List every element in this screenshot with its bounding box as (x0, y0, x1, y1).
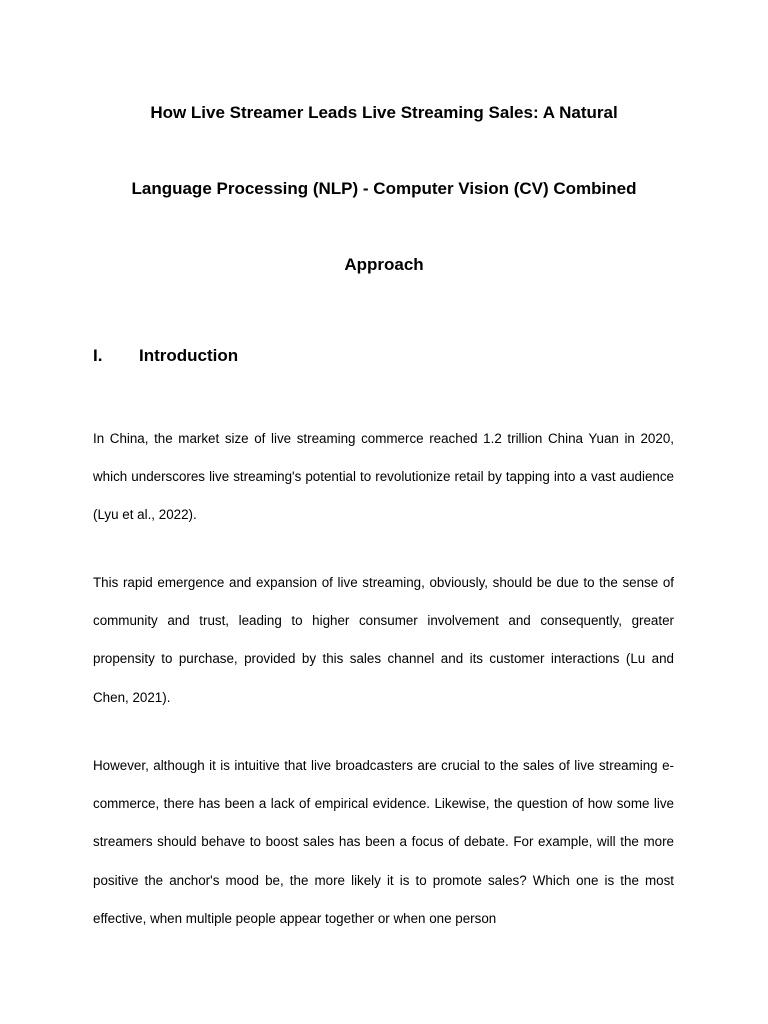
paragraph-1: In China, the market size of live streaming commerce reached 1.2 trillion China Yuan in 2020, which underscores live streaming's potential to revolutionize retail by tapping into a vast audience (Lyu et al., 2022). (93, 431, 674, 523)
section-number: I. (93, 346, 103, 365)
document-title-line-2: Language Processing (NLP) - Computer Vision (CV) Combined (131, 179, 637, 198)
document-title-line-3: Approach (344, 255, 424, 274)
paragraph-3: However, although it is intuitive that live broadcasters are crucial to the sales of live streaming e-commerce, there has been a lack of empirical evidence. Likewise, the question of how some live streamers should behave to boost sales has been a focus of debate. For example, will the more positive the anchor's mood be, the more likely it is to promote sales? Which one is the most effective, when multiple people appear together or when one person (93, 758, 674, 926)
document-title-line-1: How Live Streamer Leads Live Streaming Sales: A Natural (150, 103, 618, 122)
section-heading (93, 346, 238, 366)
paragraph-2: This rapid emergence and expansion of live streaming, obviously, should be due to the sense of community and trust, leading to higher consumer involvement and consequently, greater propensity to purchase, provided by this sales channel and its customer interactions (Lu and Chen, 2021). (93, 575, 674, 705)
section-title: Introduction (139, 346, 239, 365)
